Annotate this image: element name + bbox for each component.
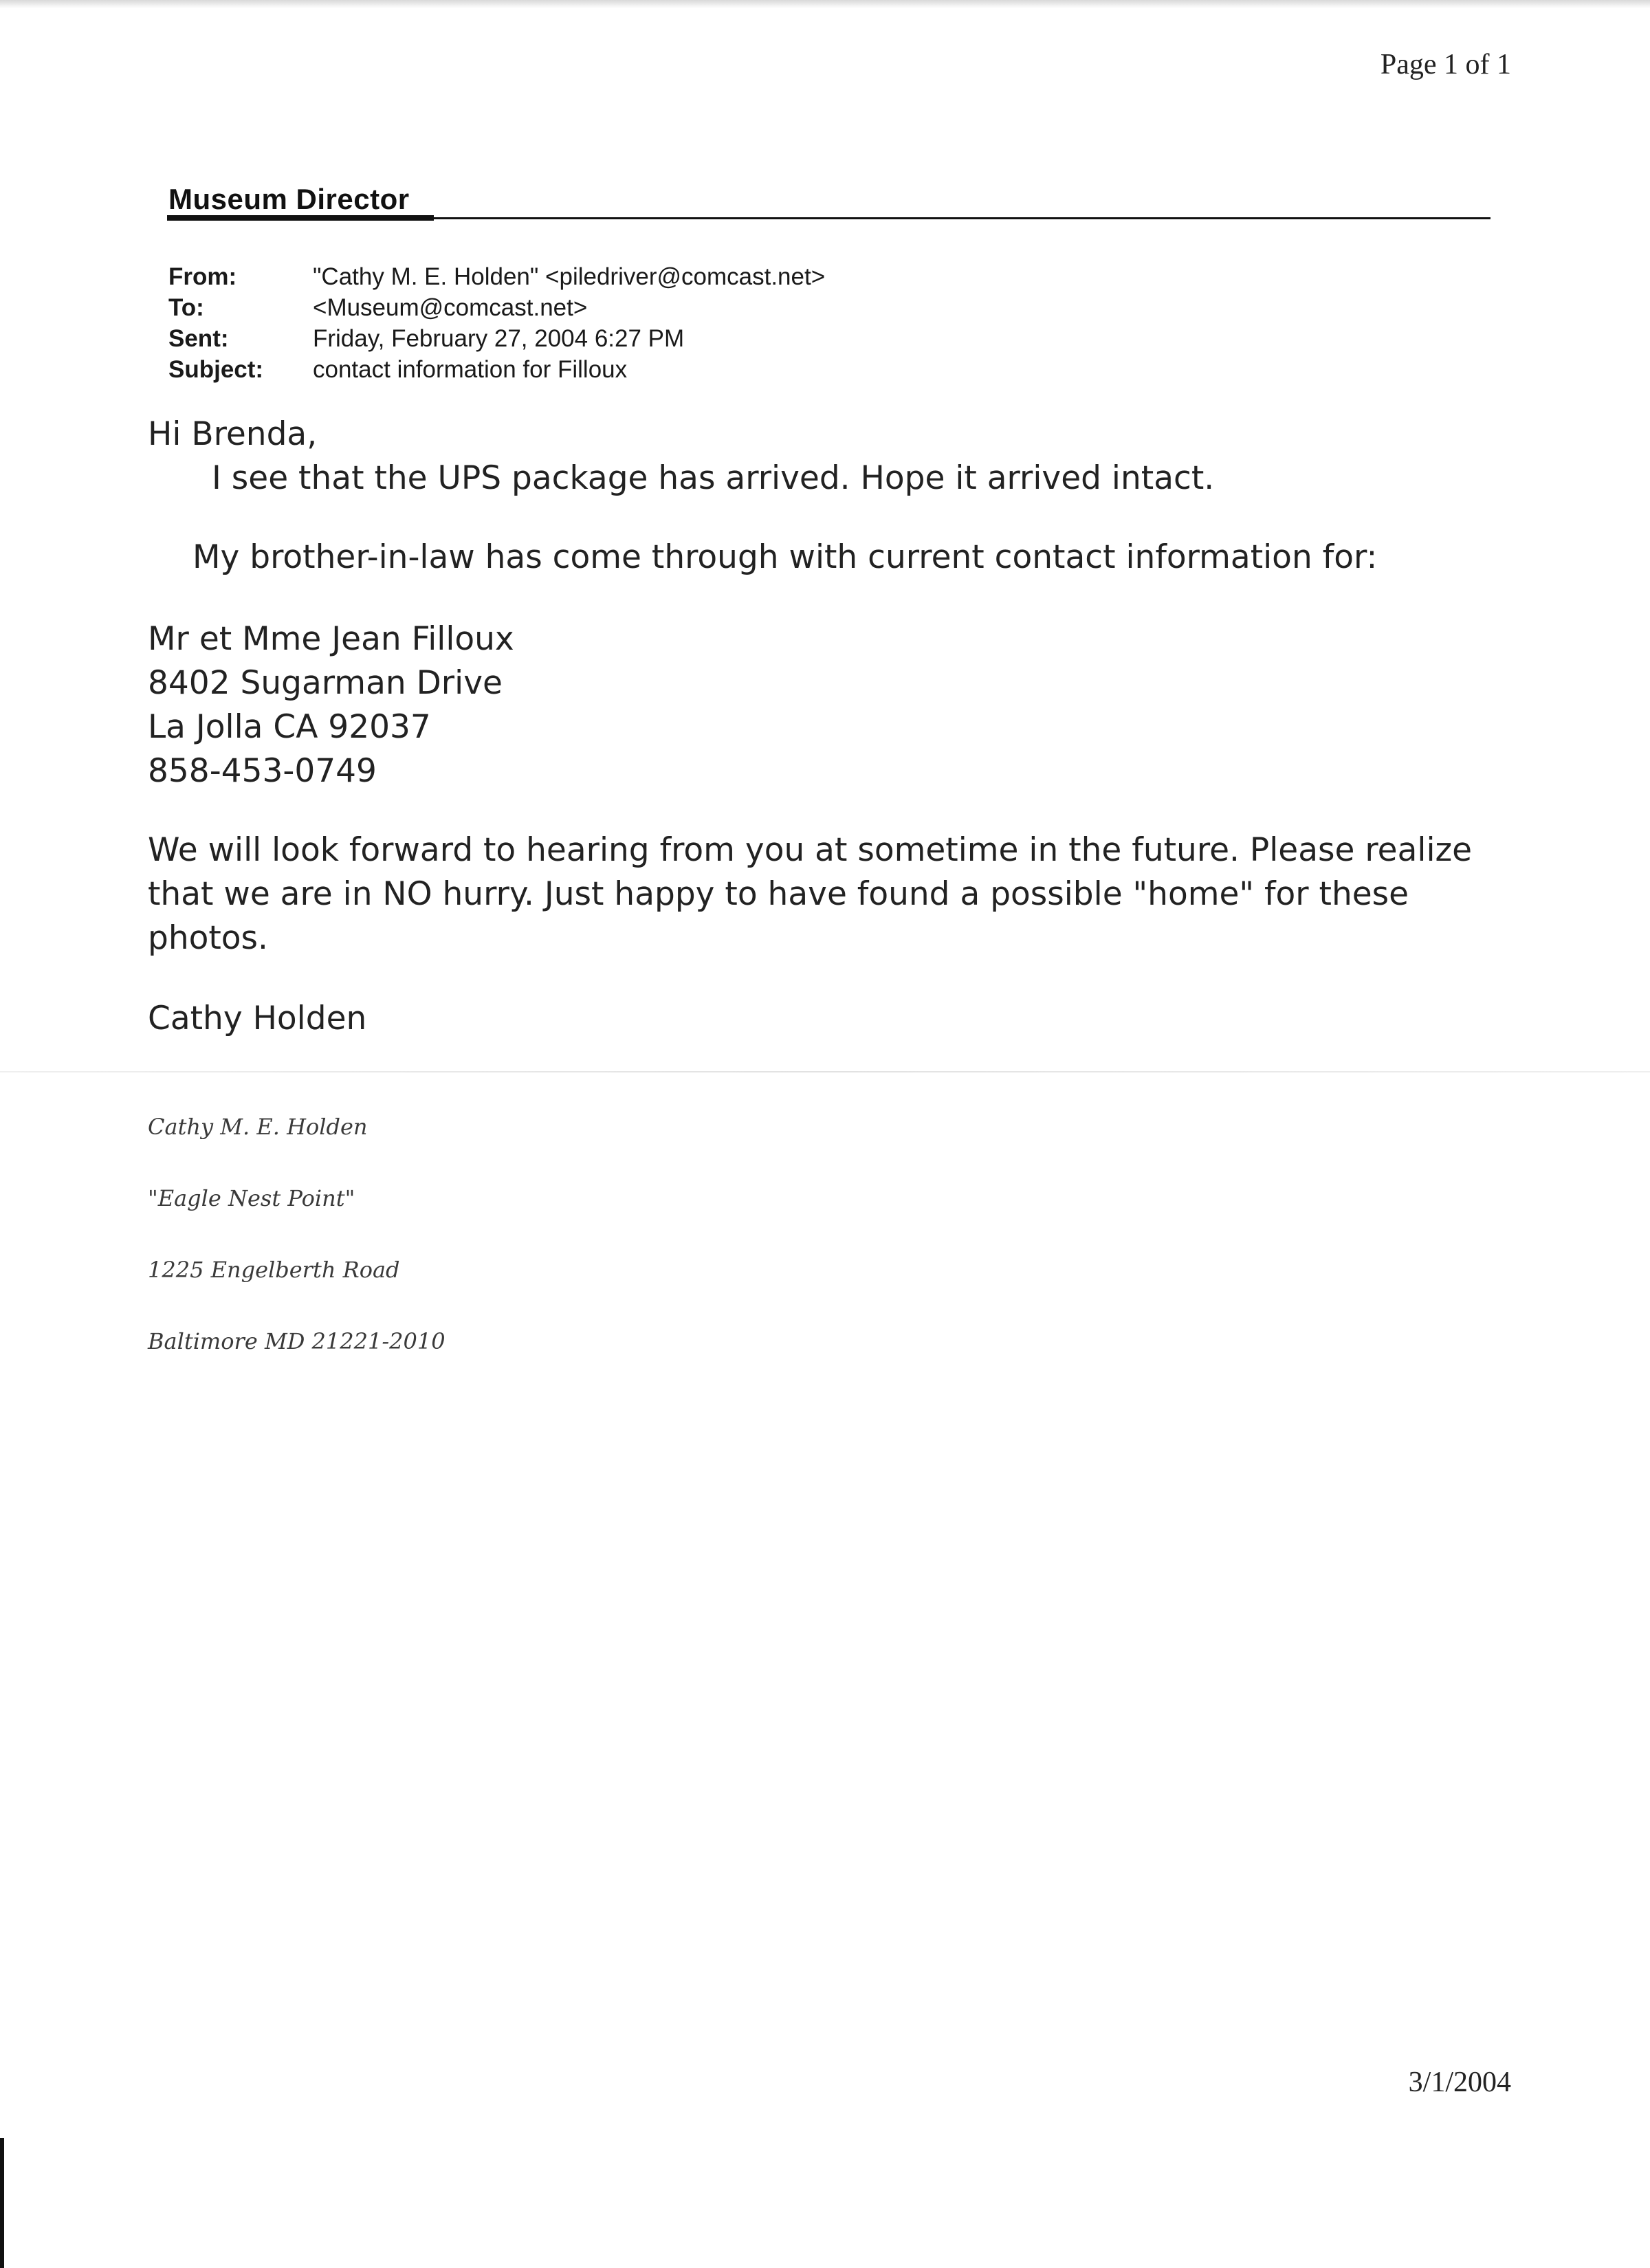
paper-fold-line: [0, 1071, 1650, 1072]
document-title: Museum Director: [168, 183, 410, 215]
title-rule-accent: [167, 215, 434, 221]
signature-block: [148, 1114, 446, 1400]
address-line-street: 8402 Sugarman Drive: [148, 664, 503, 702]
from-value: "Cathy M. E. Holden" <piledriver@comcast.net>: [313, 263, 826, 290]
signature-property: "Eagle Nest Point": [148, 1185, 355, 1211]
closing-paragraph: We will look forward to hearing from you at sometime in the future. Please realize that we are in NO hurry. Just happy to have found a possible "home" for these photos.: [148, 831, 1473, 957]
subject-label: Subject:: [168, 356, 264, 383]
body-line-package: I see that the UPS package has arrived. Hope it arrived intact.: [212, 459, 1215, 497]
page-top-edge: [0, 0, 1650, 8]
scan-edge-shadow: [0, 2138, 4, 2268]
subject-row: [168, 354, 825, 385]
signature-name: Cathy M. E. Holden: [148, 1114, 368, 1140]
print-date: 3/1/2004: [1408, 2067, 1511, 2098]
from-label: From:: [168, 263, 237, 290]
signoff: Cathy Holden: [148, 1000, 367, 1037]
body-line-contact: My brother-in-law has come through with current contact information for:: [192, 538, 1378, 576]
signature-street: 1225 Engelberth Road: [148, 1257, 400, 1283]
to-row: [168, 292, 825, 323]
subject-value: contact information for Filloux: [313, 356, 628, 383]
address-block: [148, 617, 1509, 793]
from-row: [168, 261, 825, 292]
email-header: [168, 261, 825, 385]
page-number: Page 1 of 1: [1380, 49, 1511, 80]
address-line-city: La Jolla CA 92037: [148, 708, 431, 746]
signature-city: Baltimore MD 21221-2010: [148, 1328, 446, 1354]
to-value: <Museum@comcast.net>: [313, 294, 588, 321]
address-line-name: Mr et Mme Jean Filloux: [148, 620, 514, 658]
address-line-phone: 858-453-0749: [148, 752, 377, 790]
sent-row: [168, 323, 825, 354]
sent-label: Sent:: [168, 325, 229, 352]
sent-value: Friday, February 27, 2004 6:27 PM: [313, 325, 685, 352]
to-label: To:: [168, 294, 204, 321]
greeting: Hi Brenda,: [148, 415, 318, 453]
